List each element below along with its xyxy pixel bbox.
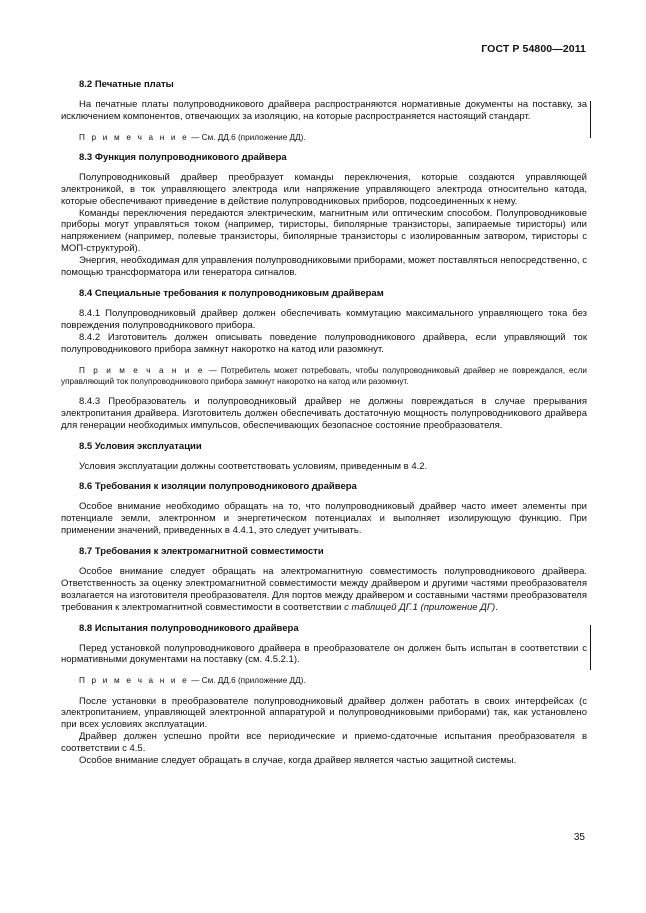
section-heading-8-5: 8.5 Условия эксплуатации [79, 440, 202, 452]
note-label: П р и м е ч а н и е [79, 132, 189, 142]
paragraph: 8.4.3 Преобразователь и полупроводниковый драйвер не должны повреждаться в случае прерывания электропитания драйвера. Изготовитель должен обеспечивать достаточную мощность полупроводникового драйвера для генерации необходимых импульсов, обеспечивающих безопасное состояние преобразователя. [61, 395, 587, 431]
paragraph: Условия эксплуатации должны соответствовать условиям, приведенным в 4.2. [79, 460, 428, 472]
paragraph: Особое внимание необходимо обращать на то, что полупроводниковый драйвер часто имеет элементы при потенциале земли, электронном и энергетическом потенциалах и выполняет изолирующую функцию. При применении значений, приведенных в 4.4.1, это следует учитывать. [61, 501, 587, 537]
paragraph-text: Особое внимание следует обращать на электромагнитную совместимость полупроводникового драйвера. Ответственность за оценку электромагнитной совместимости между драйвером и другими частями преобразователя возлагается на изготовителя преобразователя. Для портов между драйвером и составными частями преобразователя требования к электромагнитной совместимости в соответствии [61, 565, 587, 613]
note [61, 675, 587, 686]
section-heading-8-4: 8.4 Специальные требования к полупроводниковым драйверам [79, 287, 384, 299]
paragraph: Команды переключения передаются электрическим, магнитным или оптическим способом. Полупроводниковые приборы могут управляться током (например, тиристоры, биполярные транзисторы, запираемые тиристоры) или напряжением (например, полевые транзисторы, биполярные транзисторы с изолированным затвором, тиристоры с МОП-структурой). [61, 207, 587, 255]
paragraph: После установки в преобразователе полупроводниковый драйвер должен работать в своих интерфейсах (с электропитанием, управляющей электронной аппаратурой и полупроводниковыми приборами) так, как установлено при всех условиях эксплуатации. [61, 695, 587, 731]
change-bar [590, 101, 591, 138]
paragraph: Энергия, необходимая для управления полупроводниковыми приборами, может поставляться непосредственно, с помощью трансформатора или генератора сигналов. [61, 255, 587, 279]
table-reference: с таблицей ДГ.1 (приложение ДГ) [344, 601, 496, 613]
paragraph-end: . [495, 601, 498, 613]
paragraph: 8.4.1 Полупроводниковый драйвер должен обеспечивать коммутацию максимального управляющего тока без повреждения полупроводникового прибора. [61, 307, 587, 331]
paragraph: 8.4.2 Изготовитель должен описывать поведение полупроводникового драйвера, если управляющий ток полупроводникового прибора замкнут накоротко на катод или разомкнут. [61, 331, 587, 355]
note-label: П р и м е ч а н и е [79, 365, 205, 375]
section-heading-8-8: 8.8 Испытания полупроводникового драйвера [79, 622, 299, 634]
note [61, 365, 587, 387]
change-bar [590, 625, 591, 670]
section-heading-8-6: 8.6 Требования к изоляции полупроводникового драйвера [79, 481, 357, 493]
note-text: — См. ДД.6 (приложение ДД). [188, 676, 306, 686]
section-heading-8-2: 8.2 Печатные платы [79, 79, 174, 90]
paragraph [61, 566, 587, 614]
page-number: 35 [573, 832, 585, 843]
paragraph: Особое внимание следует обращать в случае, когда драйвер является частью защитной системы. [79, 755, 517, 767]
paragraph: Полупроводниковый драйвер преобразует команды переключения, которые создаются управляющей электроникой, в ток управляющего электрода или напряжение управляющего электрода относительно катода, которые обеспечивают приведение в действие полупроводниковых приборов, подсоединенных к нему. [61, 171, 587, 207]
note [61, 132, 587, 143]
document-code-header: ГОСТ Р 54800—2011 [481, 43, 586, 55]
paragraph: На печатные платы полупроводникового драйвера распространяются нормативные документы на поставку, за исключением компонентов, отвечающих за изоляцию, на которые распространяется настоящий стандарт. [61, 98, 587, 122]
note-text: — Потребитель может потребовать, чтобы полупроводниковый драйвер не повреждался, если управляющий ток полупроводникового прибора замкнут накоротко на катод или разомкнут. [61, 365, 587, 386]
paragraph: Перед установкой полупроводникового драйвера в преобразователе он должен быть испытан в соответствии с нормативными документами на поставку (см. 4.5.2.1). [61, 642, 587, 666]
section-heading-8-3: 8.3 Функция полупроводникового драйвера [79, 151, 287, 163]
section-heading-8-7: 8.7 Требования к электромагнитной совместимости [79, 546, 324, 558]
note-text: — См. ДД.6 (приложение ДД). [188, 132, 306, 142]
paragraph: Драйвер должен успешно пройти все периодические и приемо-сдаточные испытания преобразователя в соответствии с 4.5. [61, 731, 587, 755]
page-body [61, 79, 587, 767]
note-label: П р и м е ч а н и е [79, 676, 189, 686]
